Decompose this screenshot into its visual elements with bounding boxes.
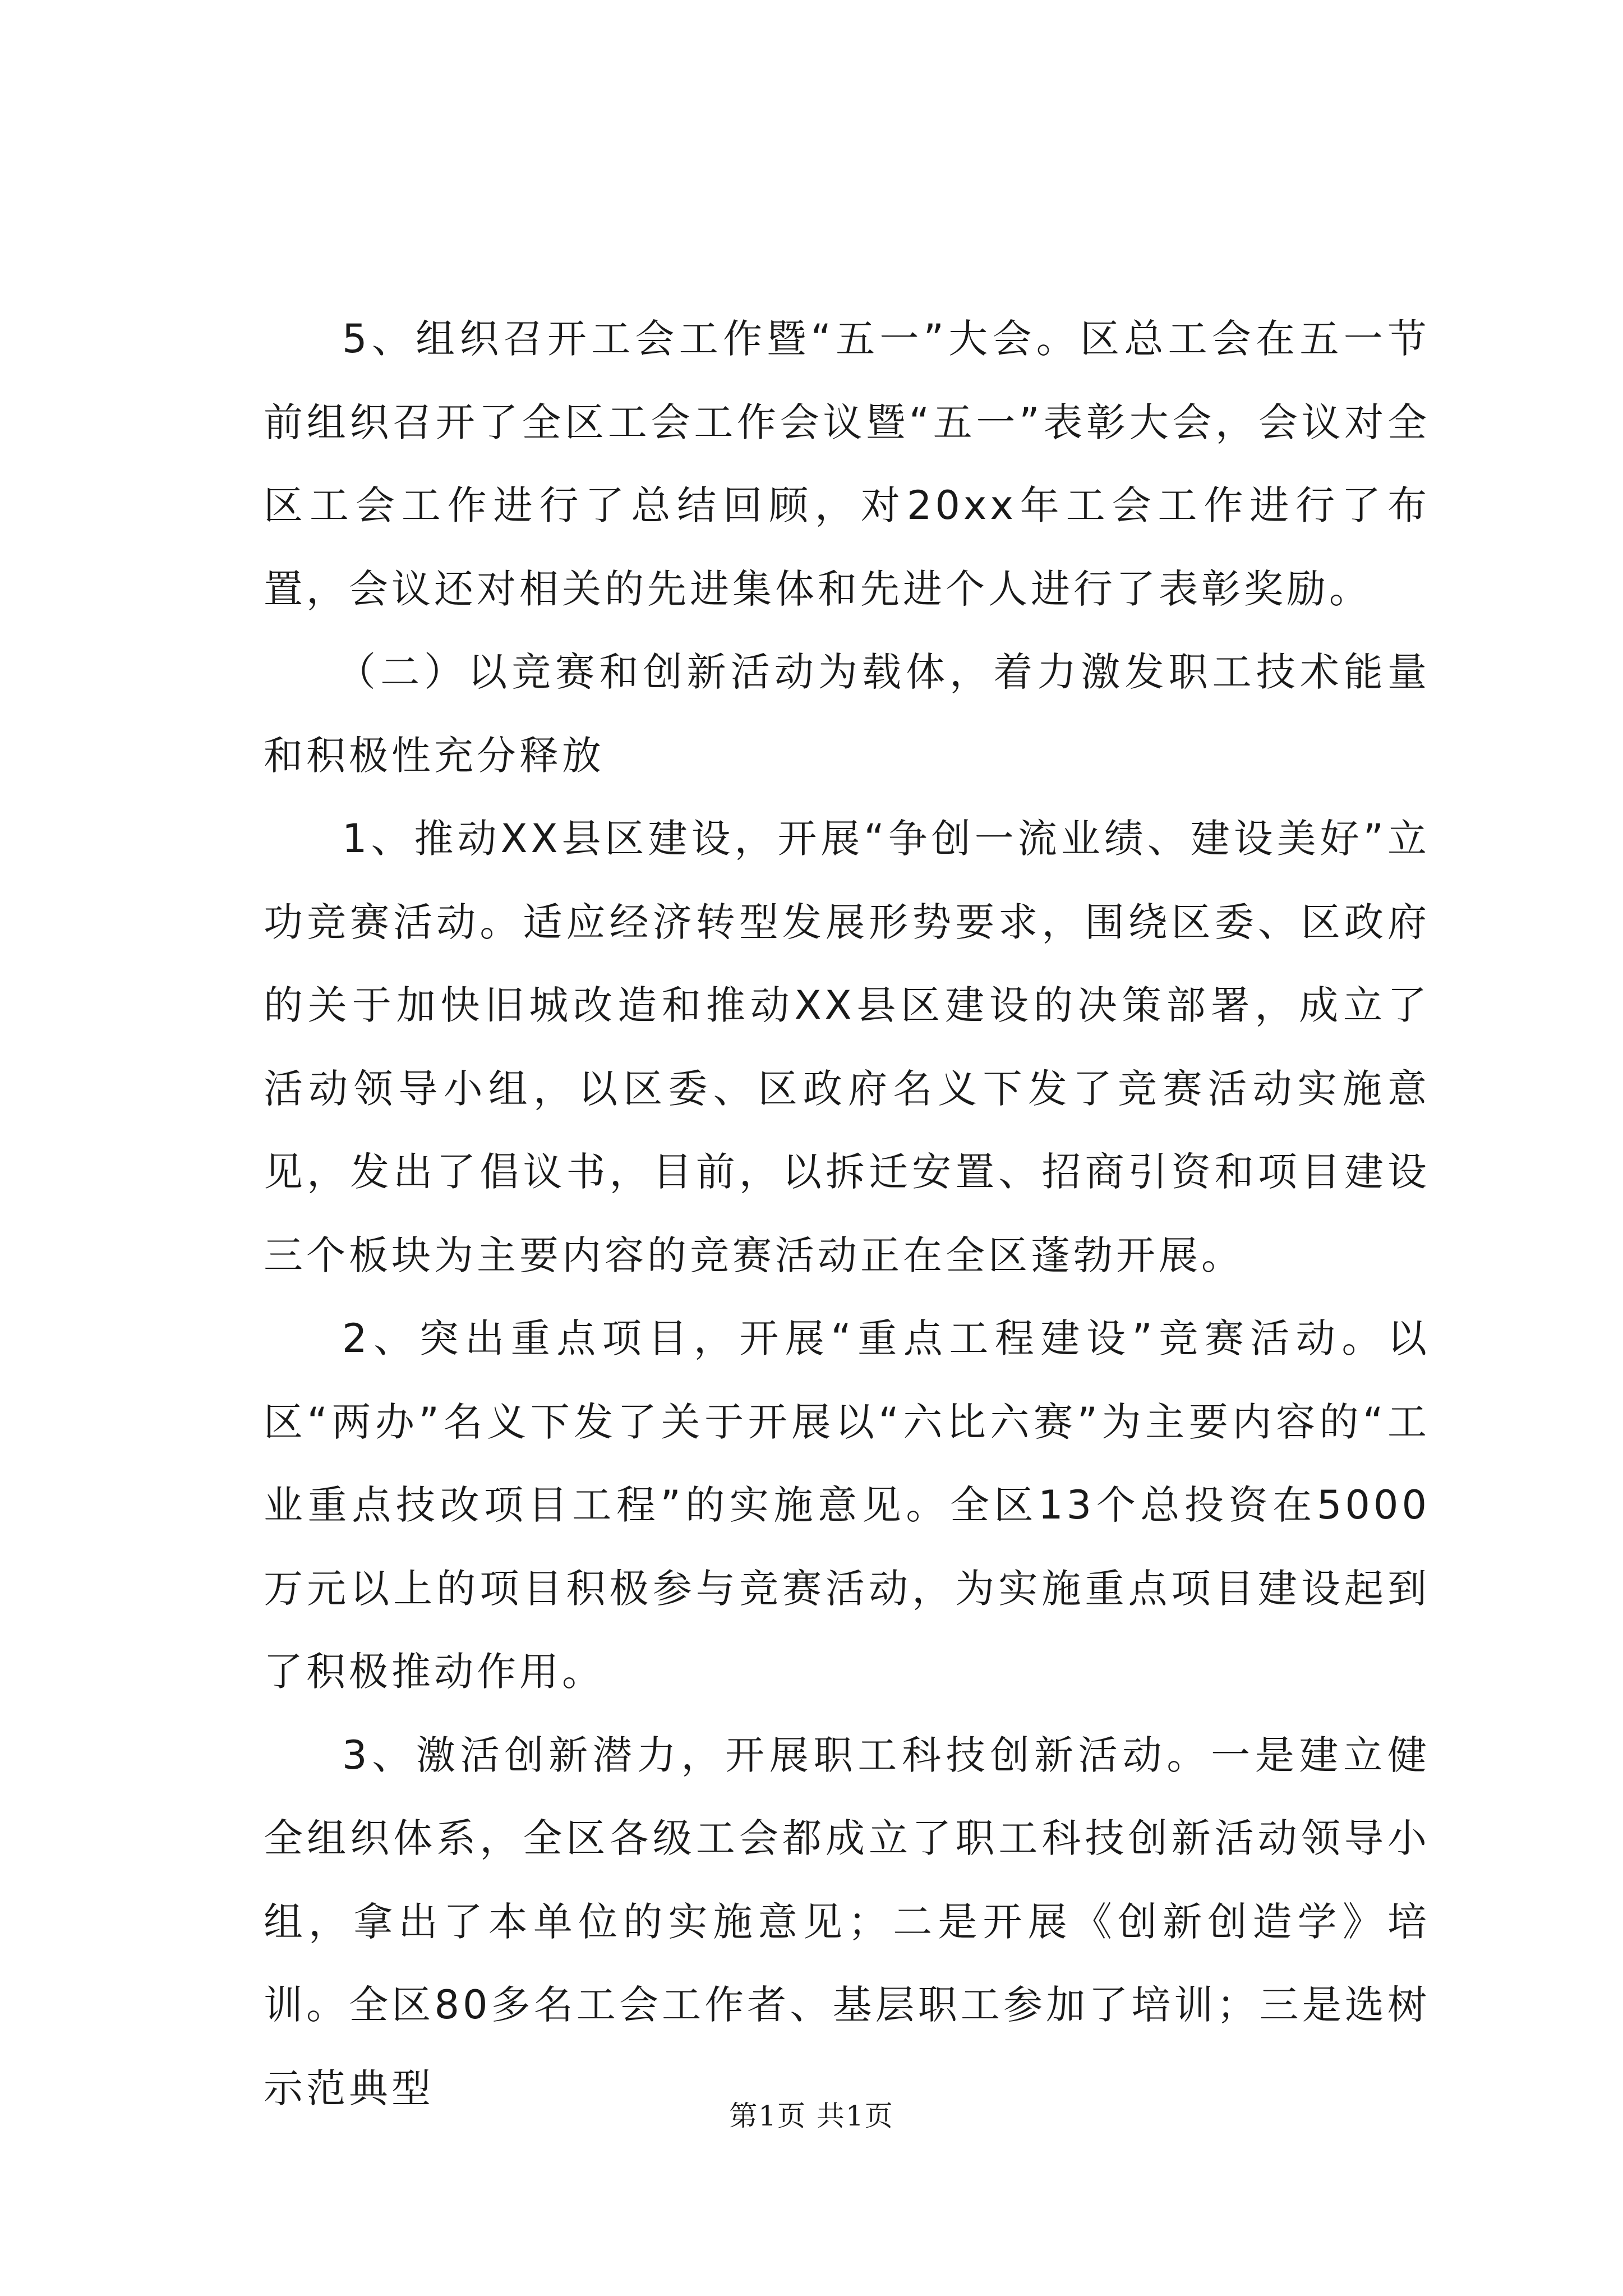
paragraph-innovation-3: 3、激活创新潜力，开展职工科技创新活动。一是建立健全组织体系，全区各级工会都成立了职工科技创新活动领导小组，拿出了本单位的实施意见；二是开展《创新创造学》培训。全区80多名工会工作者、基层职工参加了培训；三是选树示范典型 xyxy=(264,1732,1430,2111)
paragraph-union-meeting: 5、组织召开工会工作暨“五一”大会。区总工会在五一节前组织召开了全区工会工作会议暨“五一”表彰大会，会议对全区工会工作进行了总结回顾，对20xx年工会工作进行了布置，会议还对相关的先进集体和先进个人进行了表彰奖励。 xyxy=(264,316,1430,612)
section-heading-2: （二）以竞赛和创新活动为载体，着力激发职工技术能量和积极性充分释放 xyxy=(264,649,1430,779)
page-footer: 第1页 共1页 xyxy=(729,2100,894,2132)
paragraph-competition-2: 2、突出重点项目，开展“重点工程建设”竞赛活动。以区“两办”名义下发了关于开展以“六比六赛”为主要内容的“工业重点技改项目工程”的实施意见。全区13个总投资在5000万元以上的项目积极参与竞赛活动，为实施重点项目建设起到了积极推动作用。 xyxy=(264,1315,1430,1695)
paragraph-competition-1: 1、推动XX县区建设，开展“争创一流业绩、建设美好”立功竞赛活动。适应经济转型发展形势要求，围绕区委、区政府的关于加快旧城改造和推动XX县区建设的决策部署，成立了活动领导小组，以区委、区政府名义下发了竞赛活动实施意见，发出了倡议书，目前，以拆迁安置、招商引资和项目建设三个板块为主要内容的竞赛活动正在全区蓬勃开展。 xyxy=(264,816,1430,1278)
document-body xyxy=(264,297,1430,2130)
